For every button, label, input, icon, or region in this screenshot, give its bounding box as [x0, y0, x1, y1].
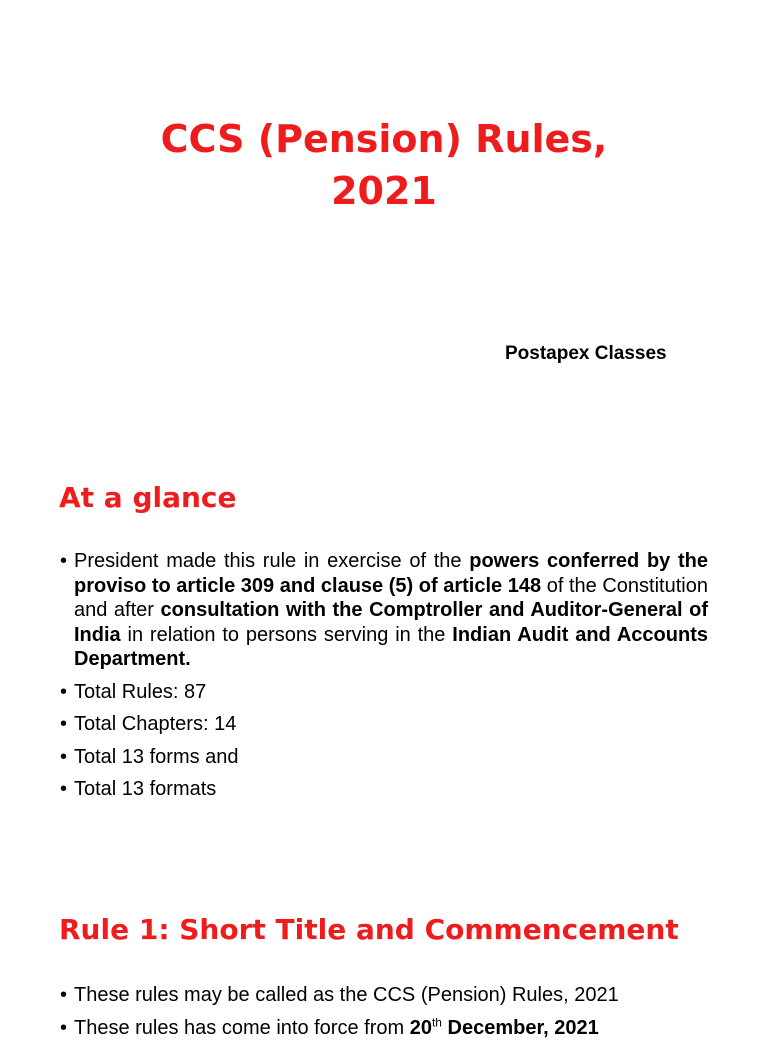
list-item — [60, 777, 708, 802]
bullet-bold-text: 20 — [409, 1016, 432, 1039]
bullet-text: Total 13 forms and — [74, 745, 239, 768]
list-item — [60, 712, 708, 737]
bullet-text: of the Constitution and after — [74, 574, 708, 621]
list-item — [60, 1016, 708, 1041]
presentation-title — [0, 113, 768, 217]
bullet-list-at-a-glance — [60, 549, 708, 810]
bullet-dot: • — [60, 680, 68, 703]
bullet-dot: • — [60, 1016, 68, 1039]
ordinal-suffix: th — [431, 1014, 442, 1029]
bullet-text: in relation to persons serving in the — [120, 623, 453, 646]
bullet-text: President made this rule in exercise of the — [74, 550, 470, 572]
bullet-dot: • — [60, 778, 68, 800]
bullet-text: Total Rules: 87 — [74, 680, 207, 703]
author-name: Postapex Classes — [505, 343, 667, 364]
bullet-dot: • — [60, 713, 68, 735]
bullet-dot: • — [60, 745, 68, 768]
title-line-1: CCS (Pension) Rules, — [160, 117, 608, 161]
list-item — [60, 983, 708, 1008]
bullet-text: These rules may be called as the CCS (Pension) Rules, 2021 — [74, 984, 619, 1006]
title-line-2: 2021 — [331, 169, 437, 213]
section-heading-at-a-glance: At a glance — [59, 481, 237, 514]
bullet-text: Total Chapters: 14 — [74, 713, 237, 735]
bullet-bold-text: December, 2021 — [441, 1016, 599, 1039]
list-item — [60, 680, 708, 705]
bullet-text: Total 13 formats — [74, 778, 217, 800]
list-item — [60, 745, 708, 770]
list-item — [60, 549, 708, 672]
bullet-dot: • — [60, 550, 68, 572]
bullet-text: These rules has come into force from — [74, 1016, 410, 1039]
bullet-bold-text: consultation with the Comptroller and Auditor-General of India — [74, 599, 708, 646]
bullet-dot: • — [60, 984, 68, 1006]
bullet-bold-text: powers conferred by the proviso to article 309 and clause (5) of article 148 — [74, 550, 709, 597]
section-heading-rule-1: Rule 1: Short Title and Commencement — [59, 913, 679, 946]
bullet-list-rule-1 — [60, 983, 708, 1048]
bullet-bold-text: Indian Audit and Accounts Department. — [74, 623, 708, 670]
